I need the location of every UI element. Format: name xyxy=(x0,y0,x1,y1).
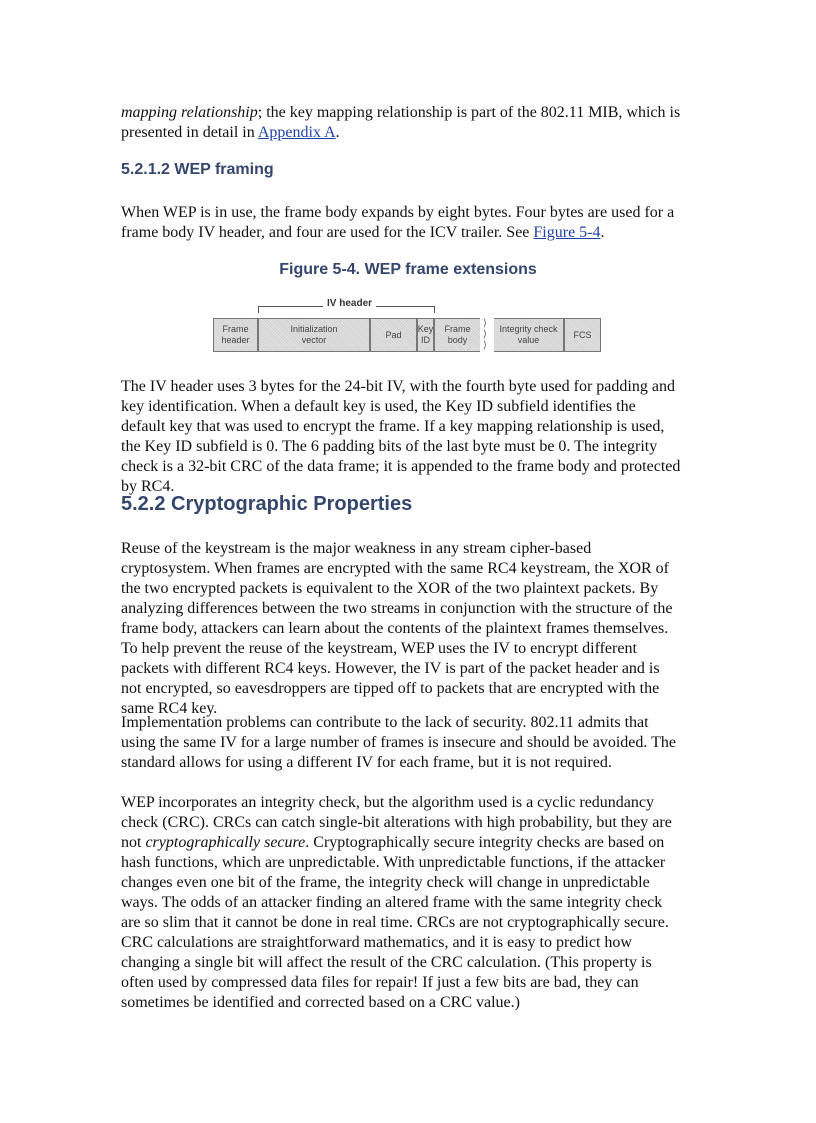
crypto-p3-italic: cryptographically secure xyxy=(145,834,306,851)
crypto-paragraph-1: Reuse of the keystream is the major weakness in any stream cipher-based cryptosystem. When frames are encrypted with the same RC4 keystream, the XOR of the two encrypted packets is equivalent to the XOR of the two plaintext packets. By analyzing differences between the two streams in conjunction with the structure of the frame body, attackers can learn about the contents of the plaintext frames themselves. To help prevent the reuse of the keystream, WEP uses the IV to encrypt different packets with different RC4 keys. However, the IV is part of the packet header and is not encrypted, so eavesdroppers are tipped off to packets that are encrypted with the same RC4 key. xyxy=(121,540,673,717)
wep-framing-text-b: . xyxy=(600,224,605,241)
break-symbol: ⟩ ⟩ ⟩ xyxy=(483,318,487,351)
iv-header-label: IV header xyxy=(323,298,376,309)
field-key-id: Key ID xyxy=(417,318,434,352)
field-integrity-check-value: Integrity check value xyxy=(494,318,564,352)
figure-5-4-link[interactable]: Figure 5-4 xyxy=(533,224,601,241)
intro-paragraph xyxy=(121,103,681,143)
field-fcs: FCS xyxy=(564,318,601,352)
crypto-paragraph-2: Implementation problems can contribute to the lack of security. 802.11 admits that using the same IV for a large number of frames is insecure and should be avoided. The standard allows for using a different IV for each frame, but it is not required. xyxy=(121,714,676,771)
crypto-paragraph-3 xyxy=(121,793,681,1013)
intro-text-a: ; the key mapping relationship is part of the 802.11 MIB, which is presented in detail in xyxy=(121,104,681,141)
wep-framing-text-a: When WEP is in use, the frame body expands by eight bytes. Four bytes are used for a frame body IV header, and four are used for the ICV trailer. See xyxy=(121,204,675,241)
intro-text-b: . xyxy=(335,124,340,141)
figure-caption: Figure 5-4. WEP frame extensions xyxy=(279,261,537,278)
crypto-p3-text-a: WEP incorporates an integrity check, but the algorithm used is a cyclic redundancy check (CRC). CRCs can catch single-bit alterations with high probability, but they are not xyxy=(121,794,672,851)
wep-frame-figure xyxy=(213,296,603,360)
intro-italic-term: mapping relationship xyxy=(121,104,258,121)
iv-header-paragraph: The IV header uses 3 bytes for the 24-bit IV, with the fourth byte used for padding and key identification. When a default key is used, the Key ID subfield identifies the default key that was used to encrypt the frame. If a key mapping relationship is used, the Key ID subfield is 0. The 6 padding bits of the last byte must be 0. The integrity check is a 32-bit CRC of the data frame; it is appended to the frame body and protected by RC4. xyxy=(121,378,681,495)
field-pad: Pad xyxy=(370,318,417,352)
field-frame-header: Frame header xyxy=(213,318,258,352)
field-frame-body: Frame body xyxy=(434,318,480,352)
field-initialization-vector: Initialization vector xyxy=(258,318,370,352)
appendix-a-link[interactable]: Appendix A xyxy=(257,124,336,141)
cryptographic-properties-heading: 5.2.2 Cryptographic Properties xyxy=(121,493,413,515)
wep-framing-heading: 5.2.1.2 WEP framing xyxy=(121,161,274,178)
crypto-p3-text-b: . Cryptographically secure integrity checks are based on hash functions, which are unpredictable. With unpredictable functions, if the attacker changes even one bit of the frame, the integrity check will change in unpredictable ways. The odds of an attacker finding an altered frame with the same integrity check are so slim that it cannot be done in real time. CRCs are not cryptographically secure. CRC calculations are straightforward mathematics, and it is easy to predict how changing a single bit will affect the result of the CRC calculation. (This property is often used by compressed data files for repair! If just a few bits are bad, they can sometimes be identified and corrected based on a CRC value.) xyxy=(121,834,669,1011)
wep-framing-paragraph xyxy=(121,203,681,243)
